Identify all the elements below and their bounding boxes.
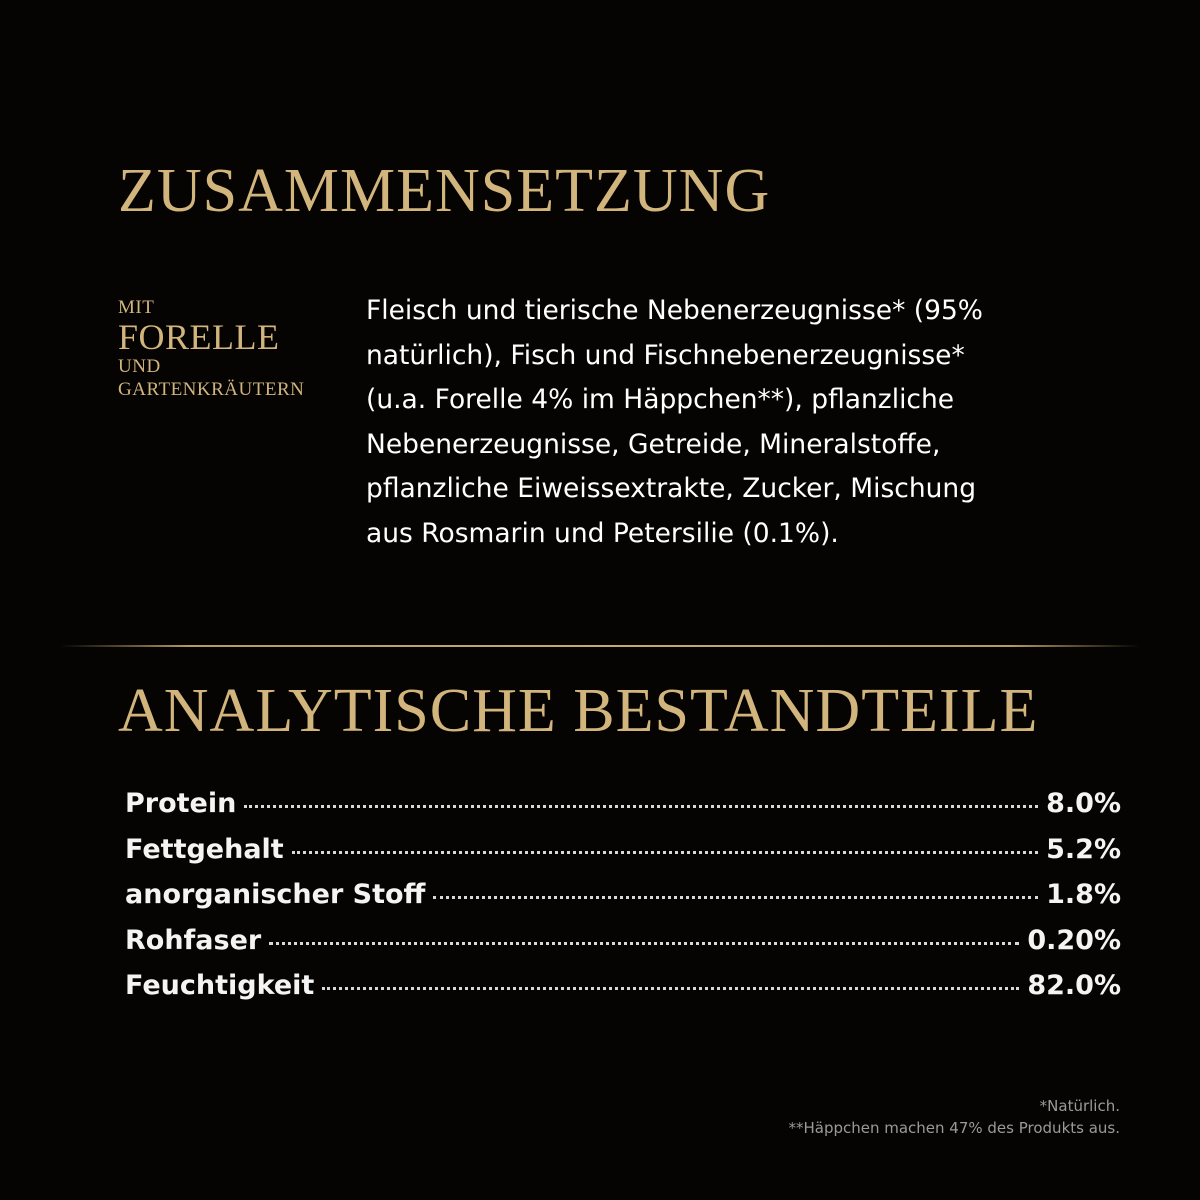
ingredients-line: aus Rosmarin und Petersilie (0.1%). (366, 517, 839, 549)
variant-label (118, 298, 304, 399)
dot-leader (433, 896, 1038, 899)
analysis-heading: ANALYTISCHE BESTANDTEILE (118, 677, 1039, 745)
variant-line-gartenkraeutern: GARTENKRÄUTERN (118, 379, 305, 400)
analysis-row (125, 788, 1121, 834)
variant-line-forelle: FORELLE (118, 317, 280, 357)
analysis-label: Rohfaser (125, 924, 262, 956)
analysis-label: Protein (125, 788, 237, 819)
analysis-table (125, 788, 1121, 1016)
analysis-value: 1.8% (1046, 879, 1121, 910)
ingredients-text (366, 289, 1086, 556)
footnote-natural: *Natürlich. (1039, 1097, 1120, 1115)
analysis-label: Feuchtigkeit (125, 970, 315, 1001)
analysis-value: 0.20% (1027, 924, 1121, 956)
ingredients-line: pflanzliche Eiweissextrakte, Zucker, Mischung (366, 473, 977, 504)
composition-heading: ZUSAMMENSETZUNG (118, 157, 771, 225)
analysis-label: Fettgehalt (125, 833, 284, 865)
analysis-row (125, 970, 1121, 1016)
footnote-chunks: **Häppchen machen 47% des Produkts aus. (788, 1119, 1120, 1137)
dot-leader (322, 987, 1019, 990)
footnotes (788, 1095, 1120, 1139)
dot-leader (269, 942, 1019, 945)
analysis-row (125, 834, 1121, 880)
variant-line-mit: MIT (118, 297, 155, 318)
analysis-label: anorganischer Stoff (125, 879, 426, 910)
ingredients-line: Nebenerzeugnisse, Getreide, Mineralstoffe, (366, 428, 941, 460)
analysis-row (125, 879, 1121, 925)
analysis-row (125, 925, 1121, 971)
dot-leader (292, 851, 1038, 854)
variant-line-und: UND (118, 356, 161, 377)
ingredients-line: (u.a. Forelle 4% im Häppchen**), pflanzliche (366, 384, 955, 415)
ingredients-line: natürlich), Fisch und Fischnebenerzeugnisse* (366, 339, 965, 371)
section-divider (60, 645, 1140, 647)
dot-leader (244, 805, 1038, 808)
analysis-value: 5.2% (1046, 833, 1121, 865)
analysis-value: 82.0% (1027, 970, 1121, 1001)
ingredients-line: Fleisch und tierische Nebenerzeugnisse* (95% (366, 295, 983, 326)
analysis-value: 8.0% (1046, 788, 1121, 819)
